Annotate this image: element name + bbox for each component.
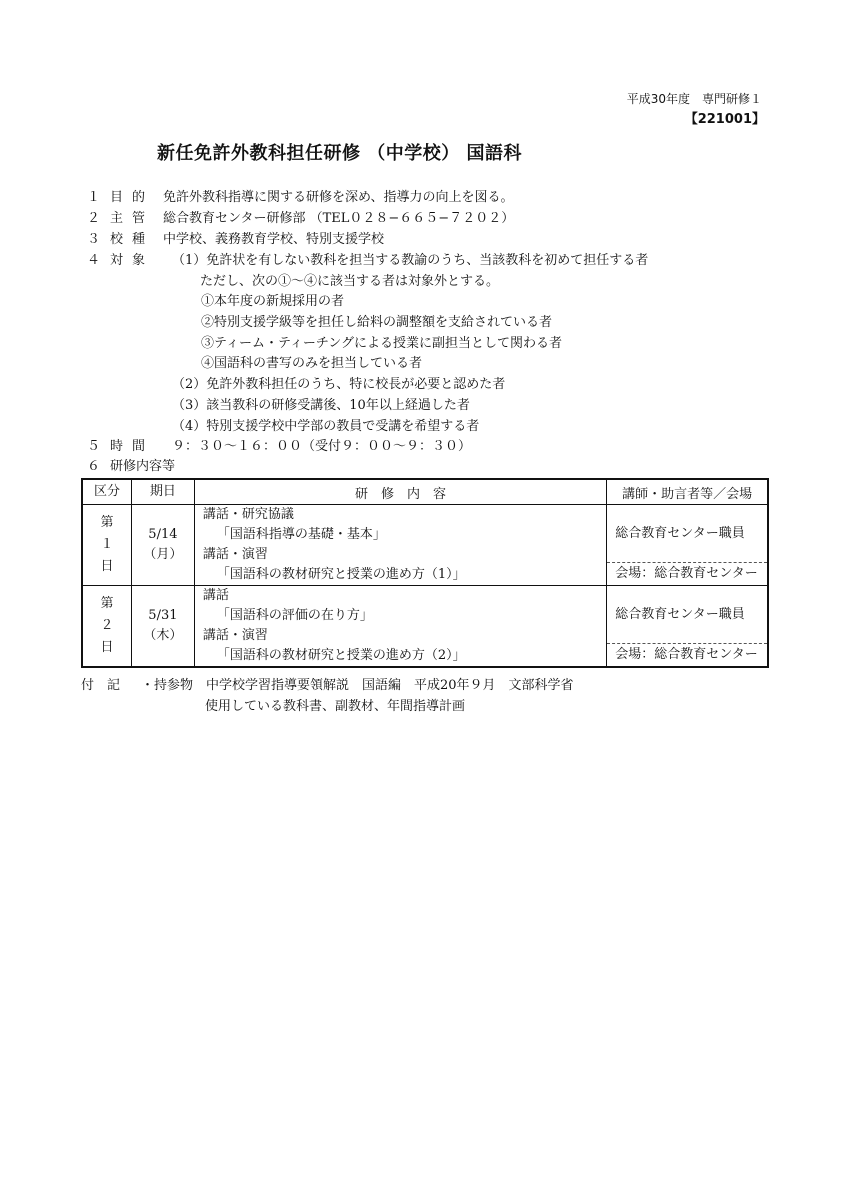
date-value: 5/31 — [148, 608, 178, 623]
document-meta: 平成30年度 専門研修１ — [626, 92, 762, 106]
day-cell — [82, 586, 131, 668]
item-value: 総合教育センター研修部 （TEL０２８−６６５−７２０２） — [163, 211, 515, 226]
exclusion-item: ②特別支援学級等を担任し給料の調整額を支給されている者 — [201, 315, 553, 330]
weekday-value: （月） — [143, 547, 183, 562]
date-value: 5/14 — [148, 527, 178, 542]
day-label: 日 — [100, 640, 114, 655]
lecturer-cell — [607, 586, 768, 668]
lecturer-name: 総合教育センター職員 — [607, 586, 767, 644]
item-value: （1）免許状を有しない教科を担当する教諭のうち、当該教科を初めて担任する者 — [172, 253, 649, 268]
exclusion-item: ③ティーム・ティーチングによる授業に副担当として関わる者 — [201, 336, 563, 351]
column-header: 区分 — [82, 479, 131, 505]
item-target — [0, 251, 850, 271]
day-cell — [82, 505, 131, 586]
table-row — [82, 586, 768, 668]
document-code: 【221001】 — [684, 112, 765, 127]
date-cell — [131, 505, 194, 586]
notes-label: 付 記 — [81, 678, 121, 693]
item-value: 中学校、義務教育学校、特別支援学校 — [163, 232, 385, 247]
item-school-type — [0, 230, 850, 250]
schedule-table — [81, 478, 769, 668]
column-header: 期日 — [131, 479, 194, 505]
venue: 会場：総合教育センター — [615, 647, 758, 662]
session-topic: 「国語科指導の基礎・基本」 — [216, 527, 386, 542]
item-value: 免許外教科指導に関する研修を深め、指導力の向上を図る。 — [163, 190, 514, 205]
session-type: 講話 — [202, 588, 229, 603]
lecturer-name: 総合教育センター職員 — [607, 505, 767, 563]
venue: 会場：総合教育センター — [615, 566, 758, 581]
column-header: 講師・助言者等／会場 — [607, 479, 768, 505]
item-label: 目的 — [110, 190, 155, 205]
column-header: 研 修 内 容 — [194, 479, 606, 505]
content-cell — [194, 505, 606, 586]
item-label: 対象 — [110, 253, 155, 268]
day-number: ２ — [100, 618, 114, 633]
session-type: 講話・演習 — [202, 628, 268, 643]
item-number: ３ — [87, 232, 101, 247]
item-organizer — [0, 209, 850, 229]
session-type: 講話・演習 — [202, 547, 268, 562]
item-label: 校種 — [110, 232, 155, 247]
target-note: ただし、次の①～④に該当する者は対象外とする。 — [200, 274, 500, 289]
item-number: ５ — [87, 439, 101, 454]
table-header-row — [82, 479, 768, 505]
target-item: （2）免許外教科担任のうち、特に校長が必要と認めた者 — [172, 377, 506, 392]
notes-line: ・持参物 中学校学習指導要領解説 国語編 平成20年９月 文部科学省 — [141, 678, 574, 693]
day-label: 日 — [100, 559, 114, 574]
item-value: ９：３０～１６：００（受付９：００～９：３０） — [172, 439, 472, 454]
item-label: 主管 — [110, 211, 155, 226]
item-number: ２ — [87, 211, 101, 226]
table-row — [82, 505, 768, 586]
session-topic: 「国語科の評価の在り方」 — [216, 608, 373, 623]
item-number: ４ — [87, 253, 101, 268]
page-title: 新任免許外教科担任研修 （中学校） 国語科 — [157, 143, 523, 164]
day-label: 第 — [100, 596, 114, 611]
item-time — [0, 437, 850, 457]
item-label: 時間 — [110, 439, 155, 454]
exclusion-item: ①本年度の新規採用の者 — [201, 294, 345, 309]
notes-line: 使用している教科書、副教材、年間指導計画 — [205, 699, 466, 714]
item-purpose — [0, 188, 850, 208]
session-type: 講話・研究協議 — [202, 507, 294, 522]
day-label: 第 — [100, 515, 114, 530]
item-number: １ — [87, 190, 101, 205]
item-number: ６ — [87, 459, 101, 474]
exclusion-item: ④国語科の書写のみを担当している者 — [201, 356, 423, 371]
item-value: 研修内容等 — [110, 459, 176, 474]
content-cell — [194, 586, 606, 668]
session-topic: 「国語科の教材研究と授業の進め方（2）」 — [216, 648, 466, 663]
weekday-value: （木） — [143, 628, 183, 643]
date-cell — [131, 586, 194, 668]
item-contents-heading — [0, 457, 850, 477]
day-number: １ — [100, 537, 114, 552]
target-item: （4）特別支援学校中学部の教員で受講を希望する者 — [172, 419, 480, 434]
lecturer-cell — [607, 505, 768, 586]
target-item: （3）該当教科の研修受講後、10年以上経過した者 — [172, 398, 470, 413]
session-topic: 「国語科の教材研究と授業の進め方（1）」 — [216, 567, 466, 582]
